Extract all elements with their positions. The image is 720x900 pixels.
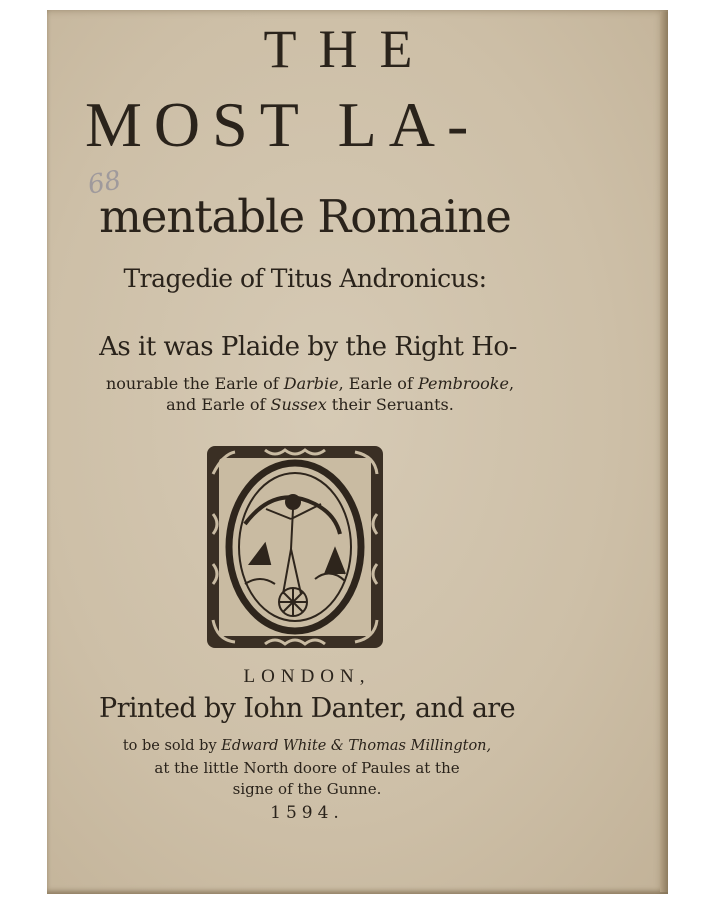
title-mentable-romaine: mentable Romaine xyxy=(99,190,511,243)
text: nourable the Earle of xyxy=(105,374,284,393)
text: and Earle of xyxy=(166,395,271,414)
text-pembrooke: Pembrooke xyxy=(417,374,509,393)
title-tragedie: Tragedie of Titus Andronicus: xyxy=(123,264,487,293)
performance-line-2 xyxy=(90,374,530,393)
text-sussex: Sussex xyxy=(270,395,327,414)
text-booksellers: Edward White & Thomas Millington, xyxy=(221,738,492,754)
text: , Earle of xyxy=(338,374,418,393)
imprint-printer: Printed by Iohn Danter, and are xyxy=(99,693,515,724)
handwritten-mark: 68 xyxy=(85,165,124,201)
title-most-la: MOST LA- xyxy=(85,89,481,160)
page-edge xyxy=(660,12,668,892)
performance-line-1: As it was Plaide by the Right Ho- xyxy=(99,332,517,362)
woodcut-printers-device xyxy=(205,444,385,650)
title-the: THE xyxy=(263,19,435,79)
imprint-year: 1594. xyxy=(270,803,344,823)
text: to be sold by xyxy=(122,738,222,754)
imprint-address-2: signe of the Gunne. xyxy=(232,780,382,798)
performance-line-3 xyxy=(90,395,530,414)
text: their Seruants. xyxy=(326,395,454,414)
imprint-address-1: at the little North doore of Paules at the xyxy=(154,759,460,777)
text: , xyxy=(508,374,515,393)
imprint-sold-by xyxy=(72,738,542,754)
imprint-city: LONDON, xyxy=(243,666,371,687)
text-darbie: Darbie xyxy=(283,374,339,393)
